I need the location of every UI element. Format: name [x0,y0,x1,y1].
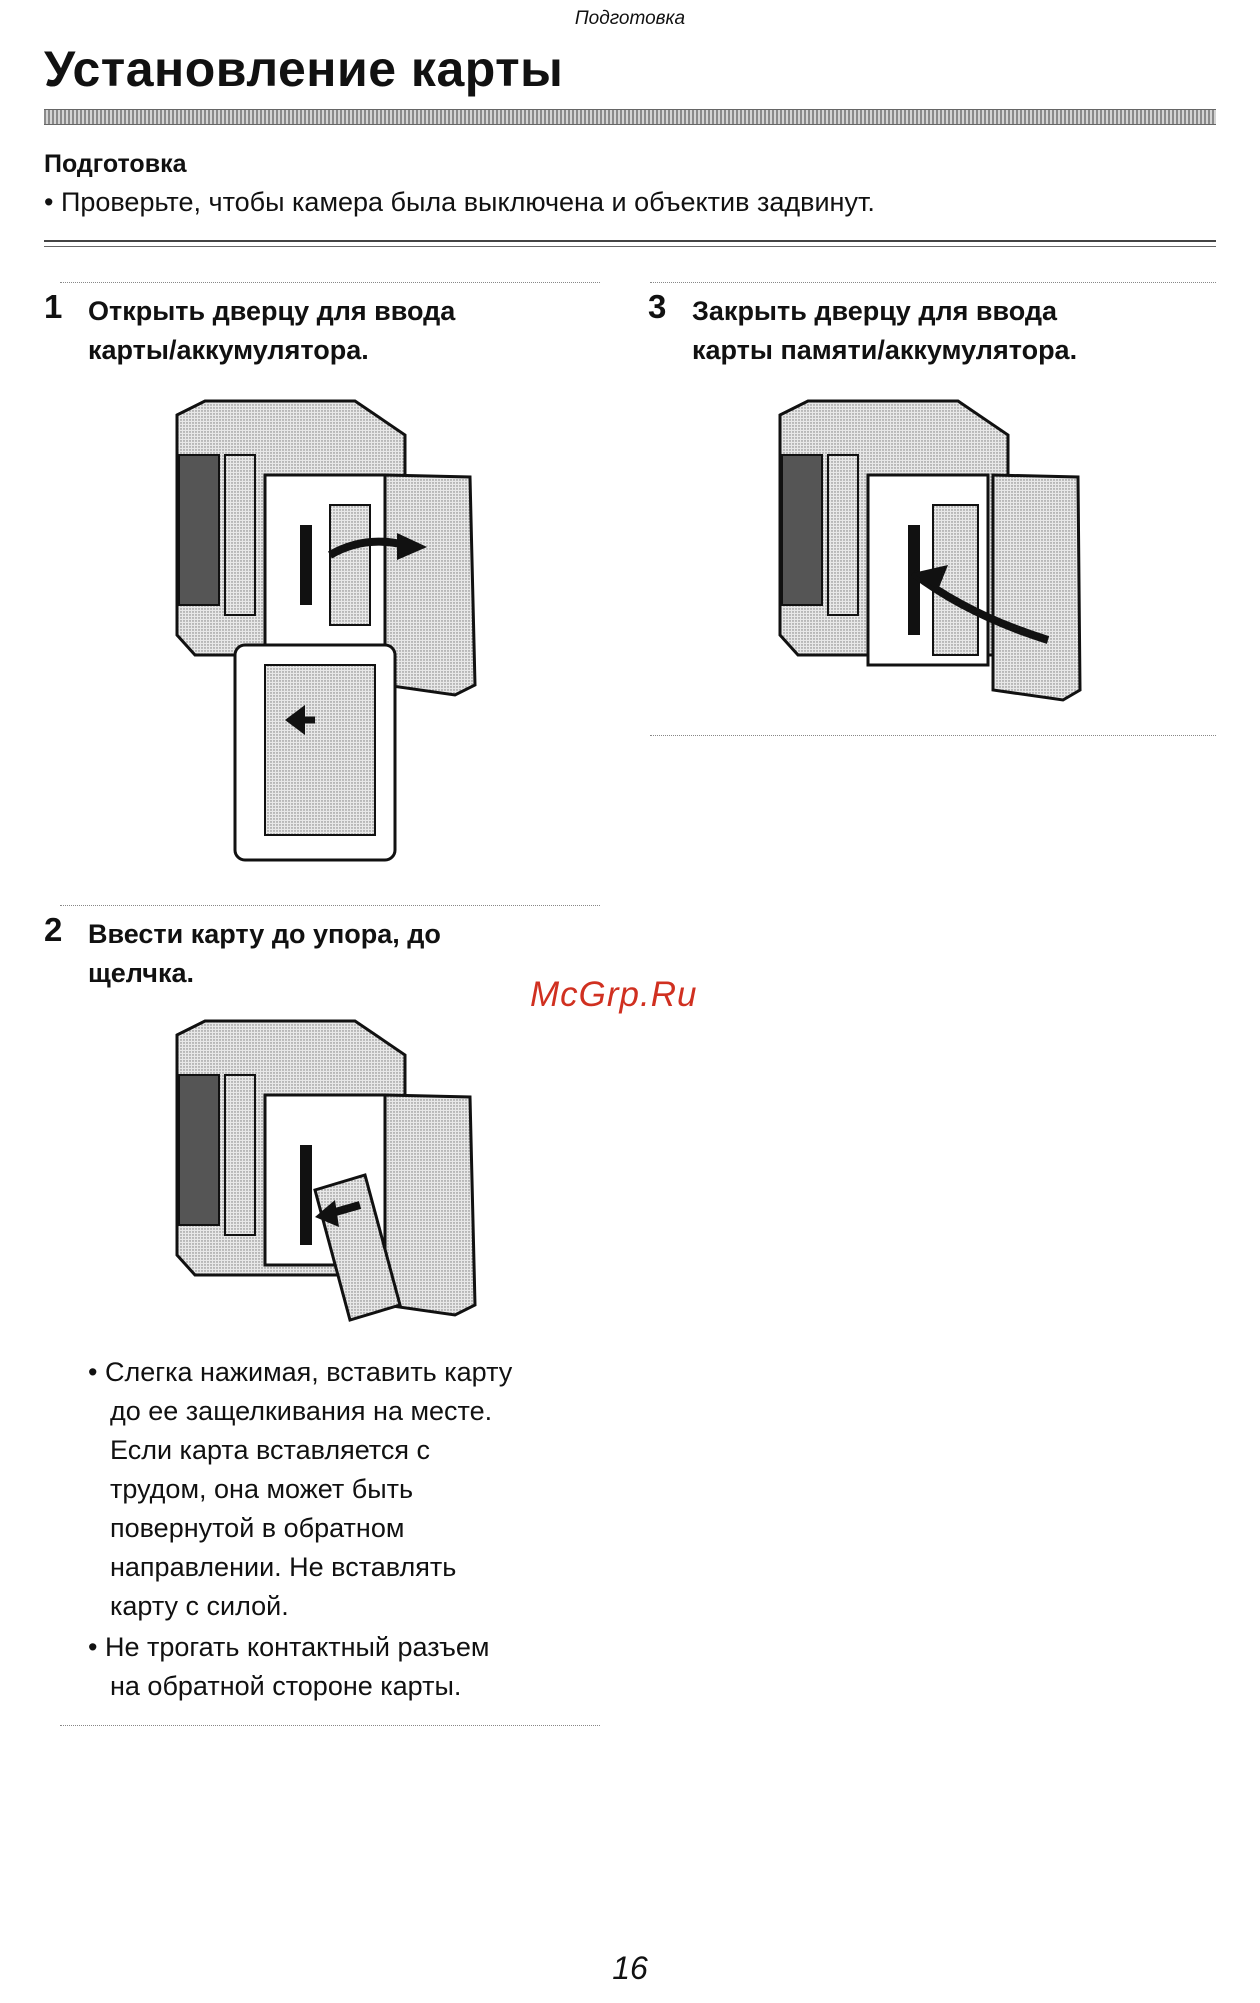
step2-title-line1: Ввести карту до упора, до [88,919,441,949]
note1-line1: • Слегка нажимая, вставить карту [88,1357,513,1387]
note1-line5: повернутой в обратном [110,1513,405,1543]
section-divider [44,240,1216,242]
step2-top-rule [60,905,600,906]
step1-title-line2: карты/аккумулятора. [88,335,369,365]
watermark: McGrp.Ru [530,975,698,1014]
step2-camera-illustration [165,1015,485,1335]
step3-title-line2: карты памяти/аккумулятора. [692,335,1078,365]
step2-number: 2 [44,911,63,948]
step3-top-rule [650,282,1216,283]
section-divider-thin [44,246,1216,247]
page-title: Установление карты [44,41,564,97]
section-header-label: Подготовка [574,8,686,29]
note1-line6: направлении. Не вставлять [110,1552,457,1582]
step3-title-line1: Закрыть дверцу для ввода [692,296,1058,326]
step2-title-line2: щелчка. [88,958,194,988]
step3-camera-illustration [768,395,1088,705]
note1-line4: трудом, она может быть [110,1474,414,1504]
note1-line7: карту с силой. [110,1591,289,1621]
step2-bottom-rule [60,1725,600,1726]
note1-line2: до ее защелкивания на месте. [110,1396,493,1426]
preparation-text: • Проверьте, чтобы камера была выключена и объектив задвинут. [44,187,875,217]
step3-bottom-rule [650,735,1216,736]
note2-line2: на обратной стороне карты. [110,1671,462,1701]
step3-number: 3 [648,288,667,325]
note2-line1: • Не трогать контактный разъем [88,1632,490,1662]
step1-top-rule [60,282,600,283]
step1-title-line1: Открыть дверцу для ввода [88,296,456,326]
preparation-heading: Подготовка [44,150,187,178]
step1-camera-illustration [165,395,485,865]
note1-line3: Если карта вставляется с [110,1435,430,1465]
page-number: 16 [612,1950,648,1986]
step1-number: 1 [44,288,63,325]
title-underline-bar [44,109,1216,125]
